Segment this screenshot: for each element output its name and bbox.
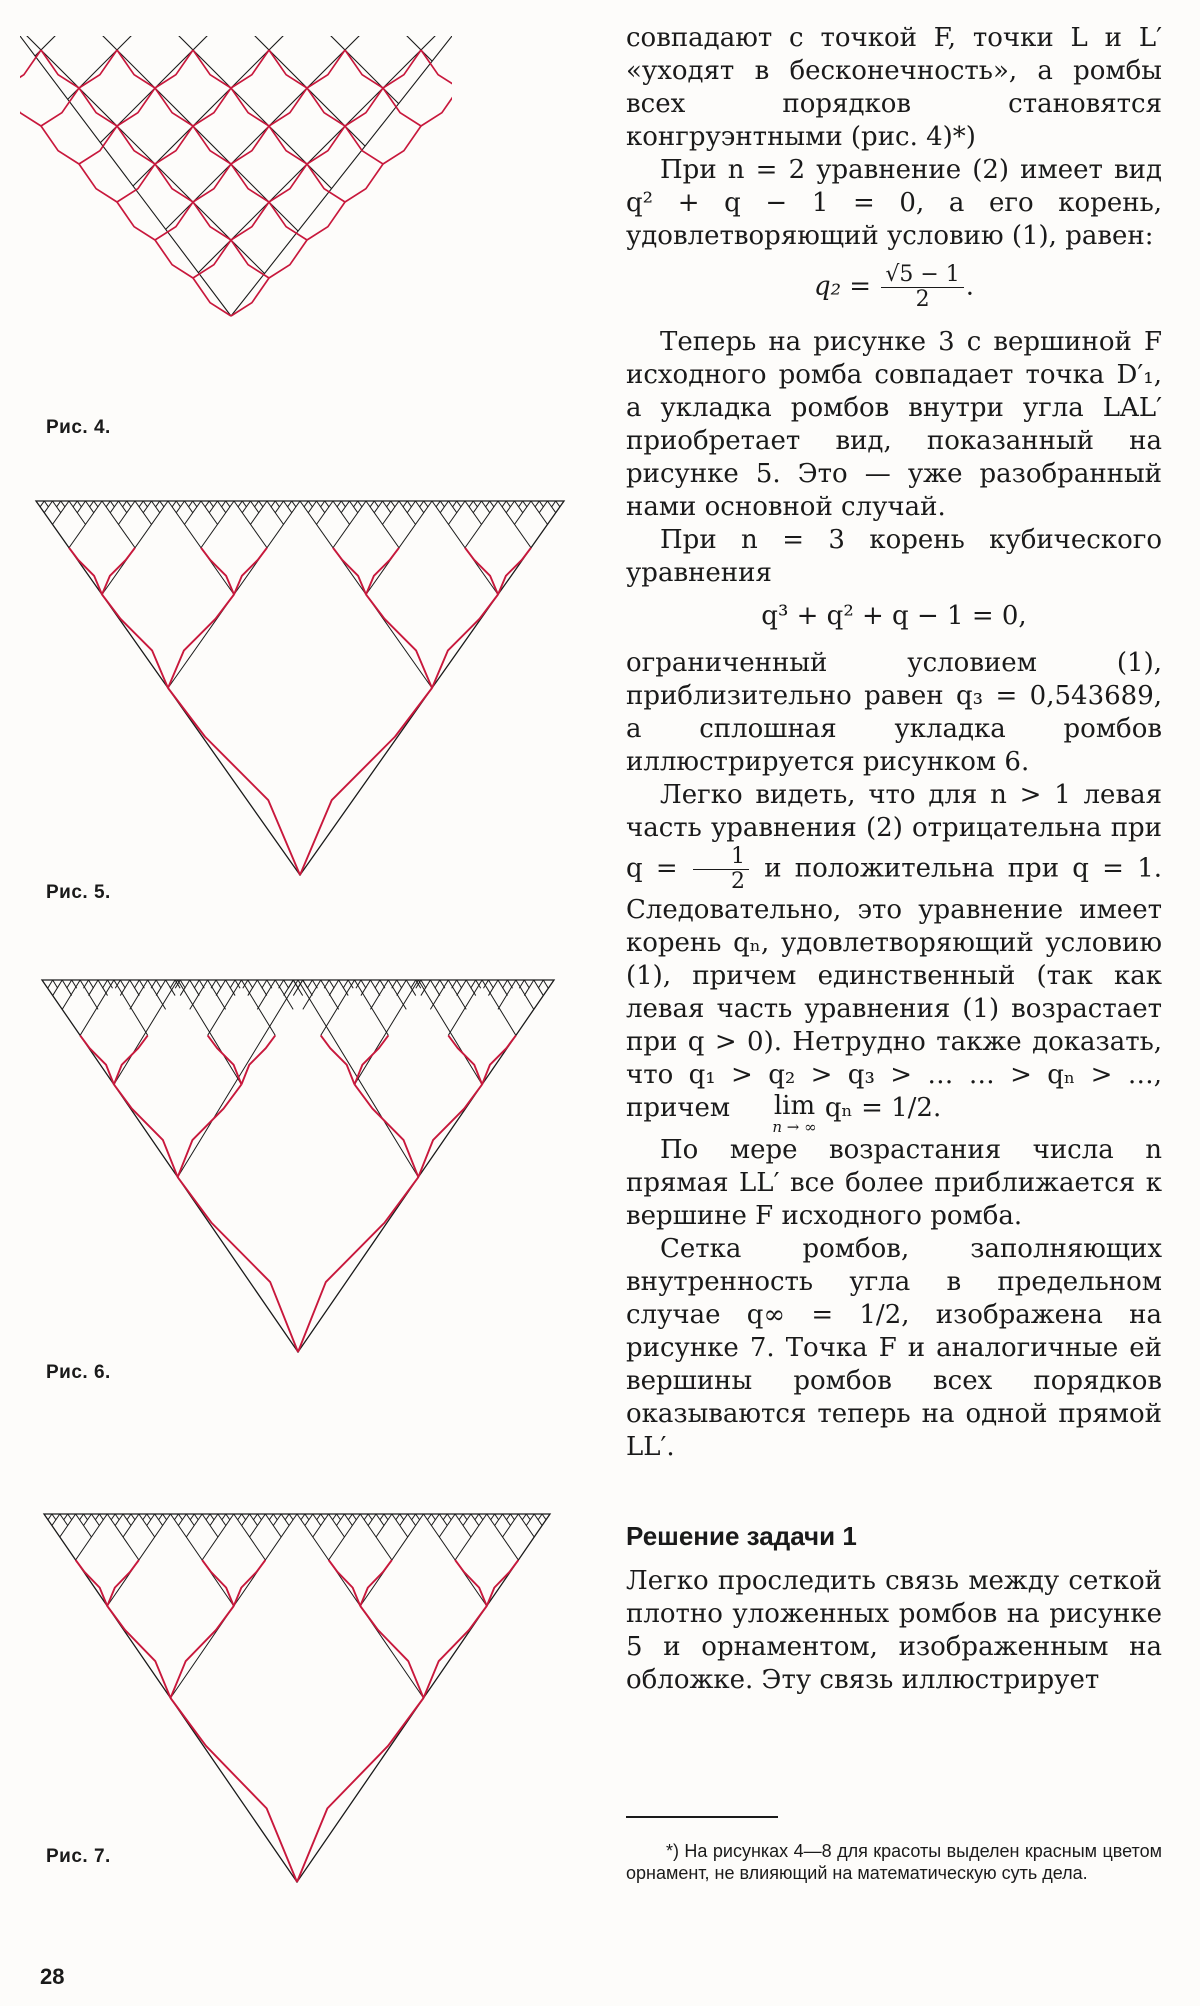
- rhombus-edge: [400, 1514, 404, 1520]
- rhombus-edge: [139, 501, 143, 507]
- rhombus-edge: [435, 980, 440, 988]
- rhombus-edge: [226, 1514, 230, 1520]
- rhombus-edge: [106, 501, 110, 507]
- rhombus-edge: [337, 1514, 341, 1520]
- rhombus-edge: [222, 501, 226, 507]
- rhombus-edge: [254, 1514, 258, 1520]
- rhombus-edge: [52, 1514, 56, 1520]
- figure-7-caption: Рис. 7.: [46, 1846, 111, 1867]
- rhombus-edge: [420, 501, 424, 507]
- outer-triangle: [44, 1514, 550, 1882]
- lattice-line: [217, 36, 452, 50]
- formula-q2-numerator: √5 − 1: [881, 263, 963, 288]
- rhombus-edge: [120, 980, 125, 988]
- ornament-wing: [355, 1084, 419, 1177]
- rhombus-edge: [421, 980, 426, 988]
- rhombus-edge: [341, 501, 345, 507]
- lattice-line: [141, 36, 421, 126]
- lattice-line: [20, 36, 245, 50]
- limit-label: lim: [773, 1091, 816, 1121]
- rhombus-edge: [230, 980, 235, 988]
- rhombus-edge: [90, 501, 94, 507]
- rhombus-edge: [262, 980, 267, 988]
- rhombus-edge: [257, 1514, 261, 1520]
- rhombus-edge: [329, 980, 334, 988]
- rhombus-edge: [209, 501, 213, 507]
- rhombus-edge: [160, 501, 164, 507]
- rhombus-edge: [134, 980, 139, 988]
- paragraph-5: ограниченный условием (1), приблизительно равен q₃ = 0,543689, а сплошная укладка ромбов иллюстрируется рисунком 6.: [626, 648, 1162, 777]
- rhombus-edge: [174, 1514, 178, 1520]
- rhombus-edge: [538, 1514, 542, 1520]
- rhombus-edge: [321, 1514, 325, 1520]
- rhombus-edge: [396, 1514, 400, 1520]
- rhombus-edge: [255, 501, 259, 507]
- rhombus-edge: [457, 980, 462, 988]
- paragraph-8: Сетка ромбов, заполняющих внутренность угла в предельном случае q∞ = 1/2, изображена на рисунке 7. Точка F и аналогичные ей вершины ромбов всех порядков оказываются теперь на одной прямой LL′.: [626, 1234, 1162, 1462]
- rhombus-edge: [176, 501, 180, 507]
- rhombus-edge: [178, 1514, 182, 1520]
- rhombus-edge: [490, 501, 494, 507]
- rhombus-edge: [123, 501, 127, 507]
- article-text-column: [626, 22, 1162, 1697]
- rhombus-edge: [206, 1514, 210, 1520]
- mask-right: [231, 36, 452, 396]
- footnote-rule: [626, 1816, 778, 1818]
- rhombus-edge: [292, 501, 296, 507]
- rhombus-edge: [99, 1514, 103, 1520]
- paragraph-4: При n = 3 корень кубического уравнения: [626, 525, 1162, 588]
- rhombus-edge: [285, 1514, 289, 1520]
- footnote: *) На рисунках 4—8 для красоты выделен красным цветом орнамент, не влияющий на математическую суть дела.: [626, 1841, 1162, 1883]
- rhombus-edge: [519, 980, 524, 988]
- rhombus-edge: [193, 501, 197, 507]
- rhombus-edge: [248, 980, 253, 988]
- paragraph-3: Теперь на рисунке 3 с вершиной F исходного ромба совпадает точка D′₁, а укладка ромбов внутри угла LAL′ приобретает вид, показанный на рисунке 5. Это — уже разобранный нами основной случай.: [626, 327, 1162, 522]
- page-number: 28: [40, 1964, 65, 1989]
- rhombus-edge: [211, 980, 216, 988]
- rhombus-edge: [304, 501, 308, 507]
- rhombus-edge: [507, 1514, 511, 1520]
- rhombus-edge: [143, 501, 147, 507]
- rhombus-edge: [374, 501, 378, 507]
- rhombus-edge: [194, 1514, 198, 1520]
- rhombus-edge: [127, 1514, 131, 1520]
- rhombus-edge: [384, 1514, 388, 1520]
- rhombus-edge: [267, 980, 272, 988]
- rhombus-edge: [147, 1514, 151, 1520]
- rhombus-edge: [48, 980, 53, 988]
- rhombus-edge: [519, 501, 523, 507]
- rhombus-edge: [538, 980, 543, 988]
- limit-operator: [738, 1092, 816, 1134]
- rhombus-edge: [526, 1514, 530, 1520]
- rhombus-edge: [452, 980, 457, 988]
- rhombus-edge: [416, 1514, 420, 1520]
- rhombus-edge: [308, 501, 312, 507]
- rhombus-edge: [424, 501, 428, 507]
- rhombus-edge: [111, 1514, 115, 1520]
- rhombus-edge: [84, 1514, 88, 1520]
- rhombus-edge: [506, 501, 510, 507]
- rhombus-edge: [163, 1514, 167, 1520]
- rhombus-edge: [273, 1514, 277, 1520]
- rhombus-edge: [127, 501, 131, 507]
- rhombus-edge: [279, 980, 284, 988]
- rhombus-edge: [307, 980, 312, 988]
- rhombus-edge: [488, 980, 493, 988]
- rhombus-edge: [354, 501, 358, 507]
- rhombus-edge: [397, 980, 402, 988]
- rhombus-edge: [77, 501, 81, 507]
- rhombus-edge: [380, 980, 385, 988]
- rhombus-edge: [57, 501, 61, 507]
- rhombus-edge: [475, 1514, 479, 1520]
- rhombus-edge: [387, 501, 391, 507]
- formula-q2-denominator: 2: [915, 287, 930, 312]
- rhombus-edge: [324, 980, 329, 988]
- rhombus-edge: [222, 1514, 226, 1520]
- figure-6-caption: Рис. 6.: [46, 1362, 111, 1383]
- section-heading: Решение задачи 1: [626, 1521, 857, 1551]
- rhombus-edge: [510, 1514, 514, 1520]
- rhombus-edge: [391, 501, 395, 507]
- rhombus-edge: [507, 980, 512, 988]
- rhombus-edge: [190, 1514, 194, 1520]
- rhombus-edge: [543, 980, 548, 988]
- rhombus-edge: [352, 1514, 356, 1520]
- rhombus-edge: [44, 501, 48, 507]
- rhombus-edge: [210, 1514, 214, 1520]
- rhombus-edge: [269, 1514, 273, 1520]
- rhombus-edge: [368, 1514, 372, 1520]
- rhombus-edge: [473, 501, 477, 507]
- rhombus-edge: [205, 501, 209, 507]
- rhombus-edge: [83, 980, 88, 988]
- rhombus-edge: [502, 501, 506, 507]
- rhombus-edge: [463, 1514, 467, 1520]
- rhombus-edge: [469, 501, 473, 507]
- rhombus-edge: [523, 501, 527, 507]
- rhombus-edge: [199, 980, 204, 988]
- rhombus-edge: [522, 1514, 526, 1520]
- rhombus-edge: [447, 1514, 451, 1520]
- rhombus-edge: [172, 501, 176, 507]
- rhombus-edge: [131, 1514, 135, 1520]
- rhombus-edge: [364, 1514, 368, 1520]
- rhombus-edge: [459, 1514, 463, 1520]
- rhombus-edge: [375, 980, 380, 988]
- rhombus-edge: [72, 980, 77, 988]
- rhombus-edge: [317, 1514, 321, 1520]
- rhombus-edge: [436, 501, 440, 507]
- rhombus-edge: [271, 501, 275, 507]
- rhombus-edge: [180, 980, 185, 988]
- rhombus-edge: [67, 980, 72, 988]
- rhombus-edge: [80, 1514, 84, 1520]
- rhombus-edge: [343, 980, 348, 988]
- fraction-one-half-numerator: 1: [693, 845, 749, 870]
- rhombus-edge: [95, 1514, 99, 1520]
- rhombus-edge: [89, 980, 94, 988]
- rhombus-edge: [524, 980, 529, 988]
- ornament-wing: [241, 1035, 275, 1084]
- rhombus-edge: [53, 980, 58, 988]
- rhombus-edge: [431, 1514, 435, 1520]
- figure-4-rhombus-lattice: [20, 36, 452, 406]
- rhombus-edge: [238, 501, 242, 507]
- fraction-one-half-denominator: 2: [730, 869, 745, 894]
- rhombus-edge: [440, 980, 445, 988]
- fraction-one-half: [693, 845, 749, 894]
- rhombus-edge: [380, 1514, 384, 1520]
- rhombus-edge: [479, 1514, 483, 1520]
- rhombus-edge: [337, 501, 341, 507]
- paragraph-6-start: Легко видеть, что для n > 1 левая часть уравнения (2) отрицательна при q =: [626, 780, 1162, 884]
- rhombus-edge: [110, 501, 114, 507]
- rhombus-edge: [361, 980, 366, 988]
- rhombus-edge: [552, 501, 556, 507]
- rhombus-edge: [102, 980, 107, 988]
- rhombus-edge: [284, 980, 289, 988]
- rhombus-edge: [288, 980, 293, 988]
- formula-q2-period: .: [965, 271, 975, 302]
- rhombus-edge: [312, 980, 317, 988]
- rhombus-edge: [495, 1514, 499, 1520]
- figure-5-rhombus-tiling: [30, 495, 570, 881]
- rhombus-edge: [156, 501, 160, 507]
- paragraph-7: По мере возрастания числа n прямая LL′ все более приближается к вершине F исходного ромба.: [626, 1135, 1162, 1231]
- rhombus-edge: [358, 501, 362, 507]
- rhombus-edge: [156, 980, 161, 988]
- rhombus-edge: [535, 501, 539, 507]
- rhombus-edge: [348, 1514, 352, 1520]
- rhombus-edge: [370, 501, 374, 507]
- mask-left: [20, 36, 231, 396]
- rhombus-edge: [275, 501, 279, 507]
- rhombus-edge: [486, 501, 490, 507]
- rhombus-edge: [226, 501, 230, 507]
- rhombus-edge: [443, 1514, 447, 1520]
- rhombus-edge: [407, 501, 411, 507]
- rhombus-edge: [321, 501, 325, 507]
- rhombus-edge: [170, 980, 175, 988]
- rhombus-edge: [259, 501, 263, 507]
- rhombus-edge: [289, 1514, 293, 1520]
- paragraph-9: Легко проследить связь между сеткой плотно уложенных ромбов на рисунке 5 и орнаментом, изображенным на обложке. Эту связь иллюстрирует: [626, 1566, 1162, 1695]
- rhombus-edge: [216, 980, 221, 988]
- rhombus-edge: [491, 1514, 495, 1520]
- rhombus-edge: [238, 1514, 242, 1520]
- rhombus-edge: [427, 1514, 431, 1520]
- paragraph-2: При n = 2 уравнение (2) имеет вид q² + q − 1 = 0, а его корень, удовлетворяющий условию (1), равен:: [626, 155, 1162, 251]
- figure-6-rhombus-tiling: [36, 974, 560, 1358]
- rhombus-edge: [440, 501, 444, 507]
- rhombus-edge: [194, 980, 199, 988]
- rhombus-edge: [333, 1514, 337, 1520]
- rhombus-edge: [40, 501, 44, 507]
- rhombus-edge: [64, 1514, 68, 1520]
- outer-triangle: [42, 980, 554, 1352]
- figure-5-caption: Рис. 5.: [46, 882, 111, 903]
- ornament-wing: [321, 1035, 355, 1084]
- rhombus-edge: [392, 980, 397, 988]
- rhombus-edge: [305, 1514, 309, 1520]
- figure-4-caption: Рис. 4.: [46, 417, 111, 438]
- rhombus-edge: [159, 1514, 163, 1520]
- outer-triangle: [36, 501, 564, 875]
- rhombus-edge: [471, 980, 476, 988]
- rhombus-edge: [61, 501, 65, 507]
- lattice-line: [41, 36, 321, 126]
- rhombus-edge: [403, 501, 407, 507]
- ornament-wing: [178, 1084, 242, 1177]
- rhombus-edge: [411, 980, 416, 988]
- formula-q2: [626, 263, 1162, 312]
- formula-cubic: q³ + q² + q − 1 = 0,: [761, 601, 1027, 631]
- rhombus-edge: [325, 501, 329, 507]
- rhombus-edge: [457, 501, 461, 507]
- rhombus-edge: [115, 1514, 119, 1520]
- rhombus-edge: [502, 980, 507, 988]
- rhombus-edge: [189, 501, 193, 507]
- rhombus-edge: [143, 1514, 147, 1520]
- rhombus-edge: [412, 1514, 416, 1520]
- paragraph-6: [626, 779, 1162, 1134]
- rhombus-edge: [242, 501, 246, 507]
- rhombus-edge: [242, 1514, 246, 1520]
- rhombus-edge: [542, 1514, 546, 1520]
- paragraph-6-middle: и положительна при q = 1. Следовательно, это уравнение имеет корень qₙ, удовлетворяющий условию (1), причем единственный (так как левая часть уравнения (1) возрастает при q > 0). Нетрудно также доказать, что q₁ > q₂ > q₃ > … … > qₙ > …, причем: [626, 853, 1163, 1123]
- rhombus-edge: [539, 501, 543, 507]
- figure-7-rhombus-tiling-limit: [38, 1508, 556, 1888]
- rhombus-edge: [73, 501, 77, 507]
- rhombus-edge: [48, 1514, 52, 1520]
- rhombus-edge: [556, 501, 560, 507]
- paragraph-1: совпадают с точкой F, точки L и L′ «уходят в бесконечность», а ромбы всех порядков становятся конгруэнтными (рис. 4)*): [626, 23, 1162, 152]
- paragraph-6-end: qₙ = 1/2.: [824, 1093, 942, 1123]
- rhombus-edge: [139, 980, 144, 988]
- formula-q2-fraction: [881, 263, 963, 312]
- rhombus-edge: [151, 980, 156, 988]
- rhombus-edge: [68, 1514, 72, 1520]
- rhombus-edge: [94, 501, 98, 507]
- rhombus-edge: [301, 1514, 305, 1520]
- formula-q2-left: q₂ =: [813, 271, 872, 302]
- limit-subscript: n → ∞: [772, 1118, 817, 1136]
- rhombus-edge: [288, 501, 292, 507]
- rhombus-edge: [453, 501, 457, 507]
